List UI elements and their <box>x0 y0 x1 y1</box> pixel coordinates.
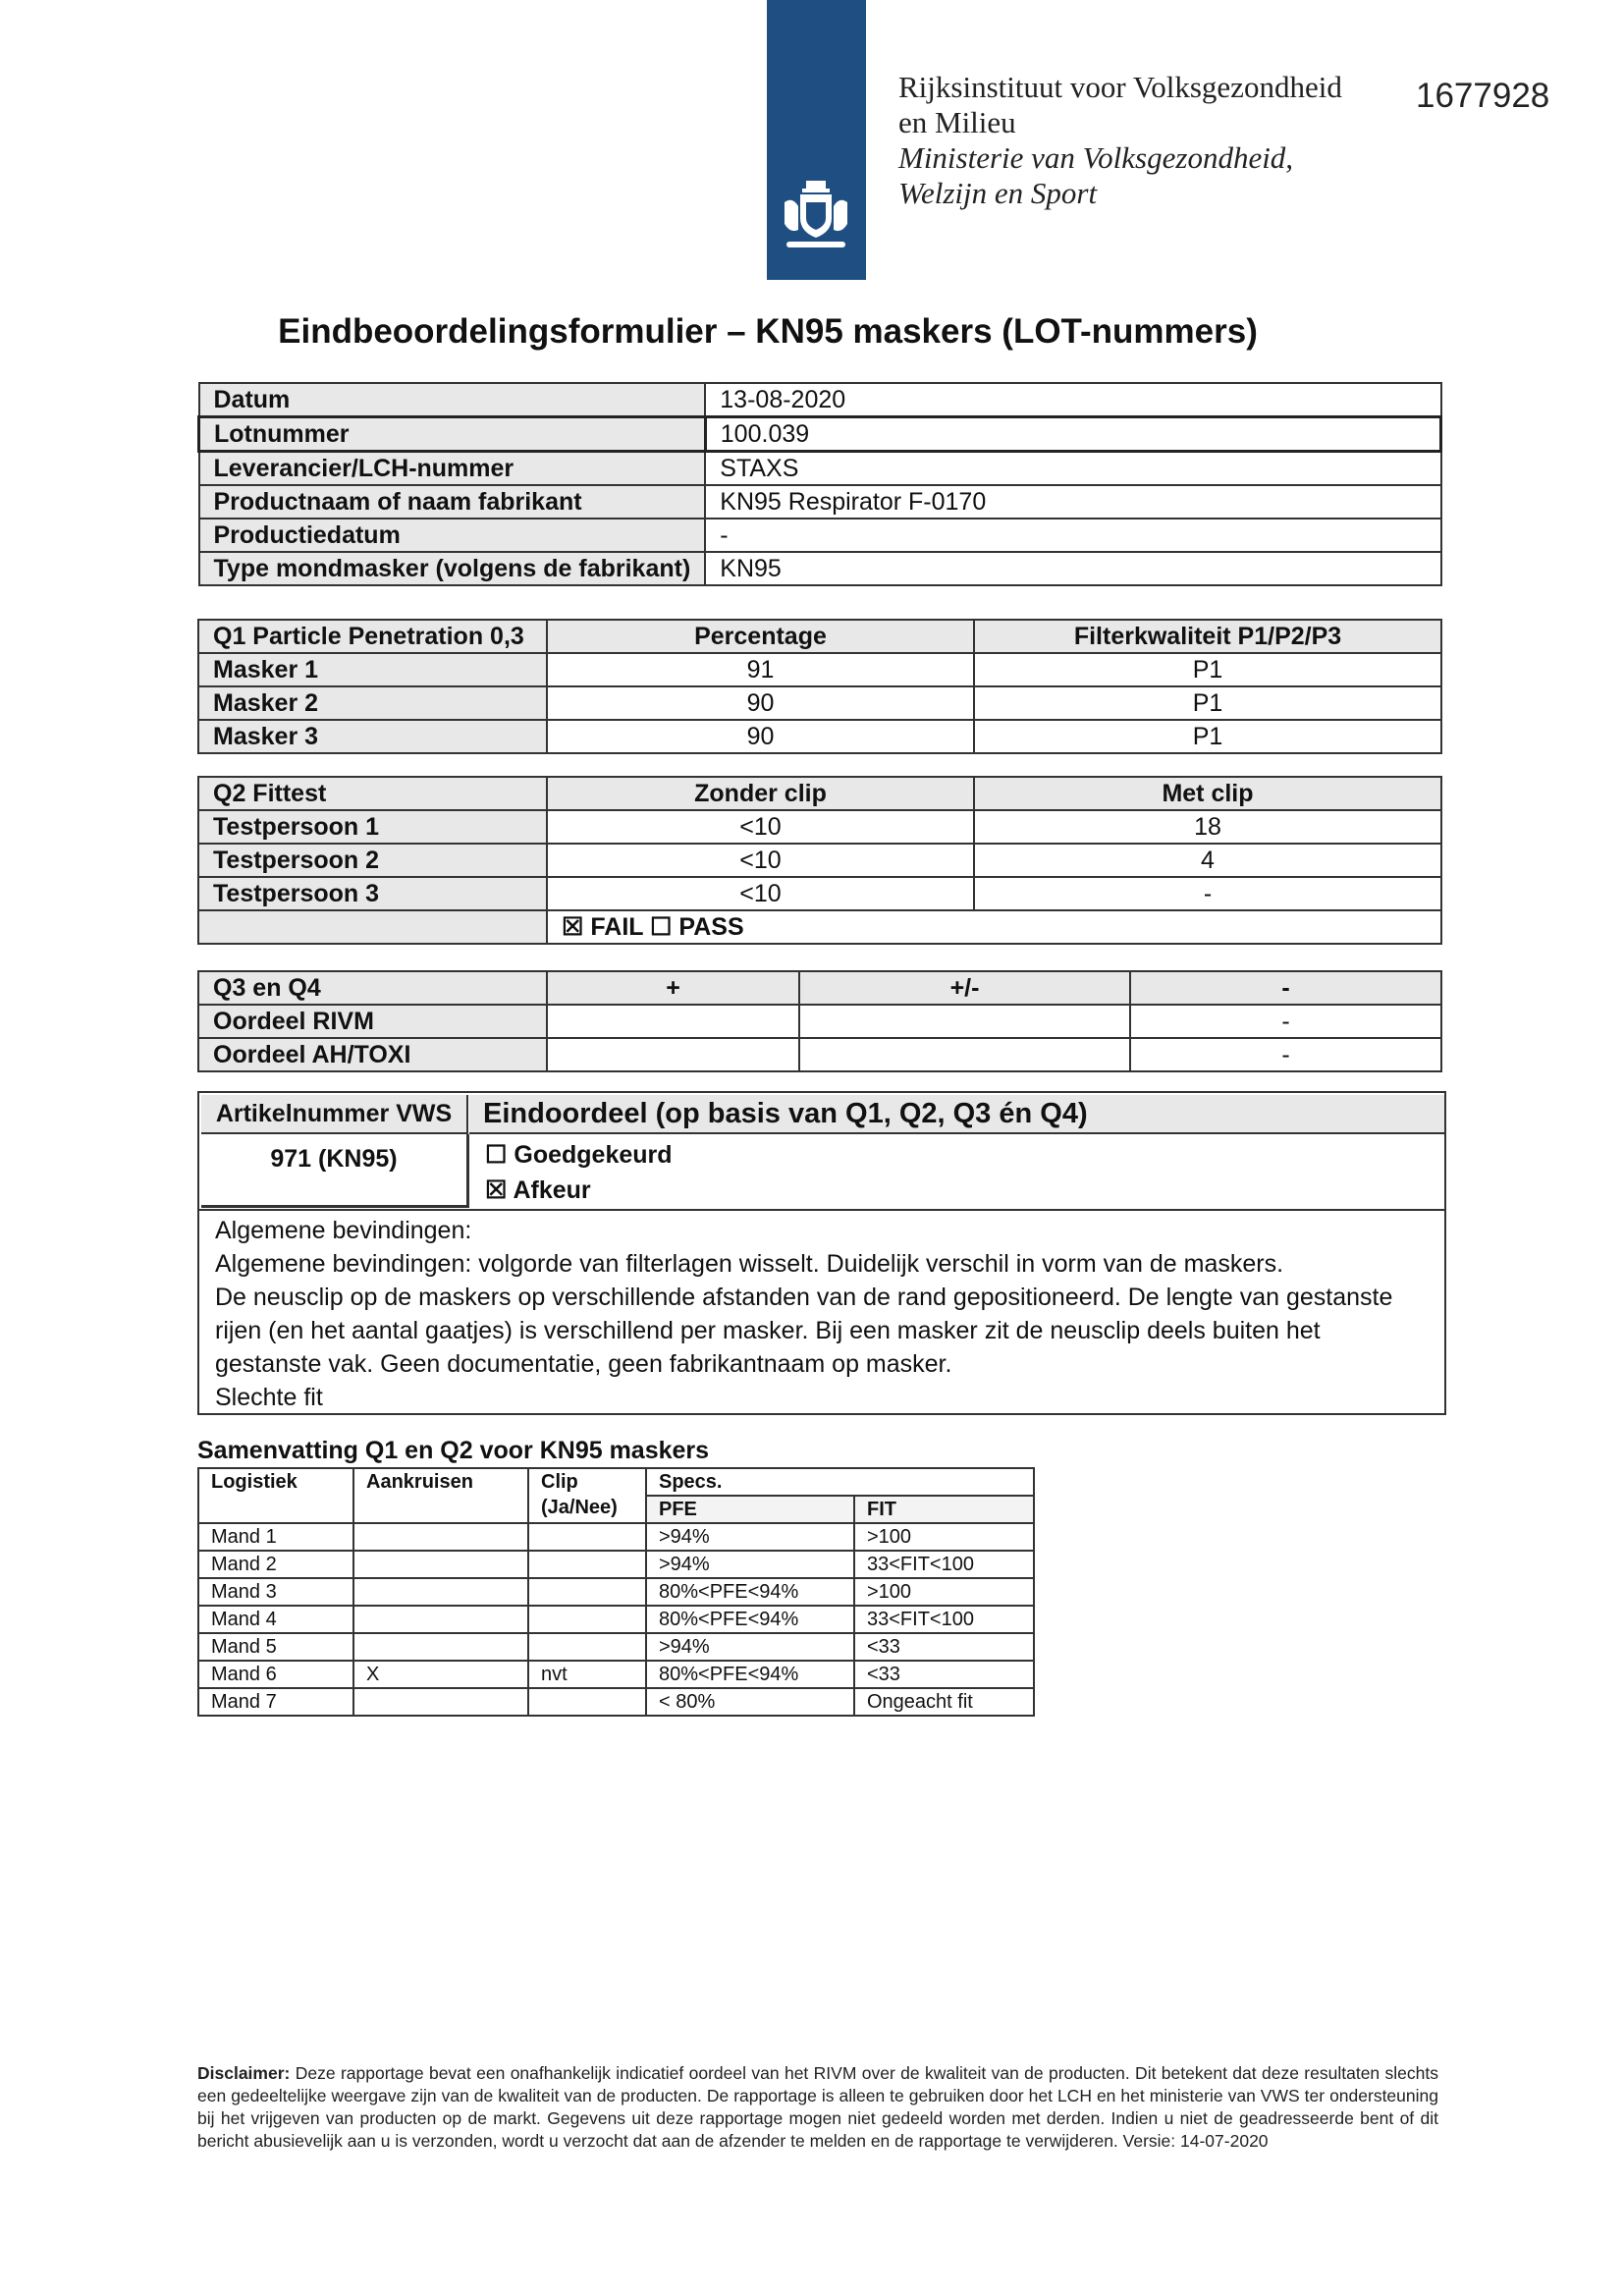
row-label: Masker 2 <box>198 686 547 720</box>
pass-label: PASS <box>678 913 744 941</box>
met-clip-cell: 18 <box>974 810 1441 844</box>
mand-cell: Mand 3 <box>198 1578 353 1606</box>
table-row <box>198 1688 1034 1716</box>
filter-cell: P1 <box>974 653 1441 686</box>
label-leverancier: Leverancier/LCH-nummer <box>199 452 706 486</box>
header-clip: Clip (Ja/Nee) <box>528 1468 646 1523</box>
met-clip-cell: - <box>974 877 1441 910</box>
q2-header-zonder-clip: Zonder clip <box>547 777 974 810</box>
table-row <box>198 1661 1034 1688</box>
clip-cell <box>528 1633 646 1661</box>
minus-cell: - <box>1130 1005 1441 1038</box>
divider <box>199 1209 1444 1211</box>
mand-cell: Mand 1 <box>198 1523 353 1551</box>
minus-cell: - <box>1130 1038 1441 1071</box>
aankruisen-cell <box>353 1633 528 1661</box>
q34-header-title: Q3 en Q4 <box>198 971 547 1005</box>
table-row <box>198 720 1441 753</box>
pfe-cell: 80%<PFE<94% <box>646 1606 854 1633</box>
mand-cell: Mand 2 <box>198 1551 353 1578</box>
pfe-cell: 80%<PFE<94% <box>646 1661 854 1688</box>
institute-line-2: en Milieu <box>898 105 1016 139</box>
disclaimer-label: Disclaimer: <box>197 2063 291 2083</box>
row-label: Testpersoon 3 <box>198 877 547 910</box>
mand-cell: Mand 4 <box>198 1606 353 1633</box>
aankruisen-cell <box>353 1606 528 1633</box>
aankruisen-cell <box>353 1688 528 1716</box>
clip-cell <box>528 1551 646 1578</box>
fit-cell: <33 <box>854 1633 1034 1661</box>
header-specs: Specs. <box>646 1468 1034 1496</box>
empty-label-cell <box>198 910 547 944</box>
plus-cell <box>547 1038 799 1071</box>
rejected-checkbox[interactable]: ☒ <box>485 1176 508 1204</box>
percentage-cell: 90 <box>547 720 974 753</box>
pass-checkbox[interactable]: ☐ <box>650 913 673 941</box>
findings-line: Algemene bevindingen: volgorde van filterlagen wisselt. Duidelijk verschil in vorm van de maskers. <box>215 1250 1284 1278</box>
table-row <box>199 417 1441 452</box>
clip-cell <box>528 1688 646 1716</box>
row-label: Oordeel RIVM <box>198 1005 547 1038</box>
label-productnaam: Productnaam of naam fabrikant <box>199 485 706 519</box>
table-row <box>199 485 1441 519</box>
row-label: Masker 1 <box>198 653 547 686</box>
q1-particle-penetration-table <box>197 619 1442 754</box>
pfe-cell: < 80% <box>646 1688 854 1716</box>
clip-cell <box>528 1523 646 1551</box>
clip-cell <box>528 1578 646 1606</box>
aankruisen-cell <box>353 1523 528 1551</box>
plusminus-cell <box>799 1005 1130 1038</box>
table-row <box>199 452 1441 486</box>
table-row <box>198 1578 1034 1606</box>
fit-cell: 33<FIT<100 <box>854 1606 1034 1633</box>
table-row <box>198 877 1441 910</box>
approved-checkbox[interactable]: ☐ <box>485 1141 508 1169</box>
table-row <box>199 519 1441 552</box>
final-verdict-section <box>197 1091 1446 1415</box>
filter-cell: P1 <box>974 720 1441 753</box>
table-row <box>198 1606 1034 1633</box>
value-productiedatum: - <box>705 519 1440 552</box>
findings-title: Algemene bevindingen: <box>215 1217 472 1244</box>
table-row <box>198 1523 1034 1551</box>
zonder-clip-cell: <10 <box>547 877 974 910</box>
q1-header-title: Q1 Particle Penetration 0,3 <box>198 620 547 653</box>
zonder-clip-cell: <10 <box>547 810 974 844</box>
percentage-cell: 91 <box>547 653 974 686</box>
q3-q4-table <box>197 970 1442 1072</box>
fit-cell: Ongeacht fit <box>854 1688 1034 1716</box>
rijksoverheid-logo <box>767 0 866 280</box>
fit-cell: >100 <box>854 1523 1034 1551</box>
table-header-row <box>198 777 1441 810</box>
pfe-cell: >94% <box>646 1633 854 1661</box>
article-number-value: 971 (KN95) <box>201 1134 469 1208</box>
aankruisen-cell <box>353 1551 528 1578</box>
percentage-cell: 90 <box>547 686 974 720</box>
table-row <box>198 810 1441 844</box>
rejected-option <box>485 1175 591 1205</box>
approved-label: Goedgekeurd <box>514 1141 673 1169</box>
fit-cell: <33 <box>854 1661 1034 1688</box>
table-row <box>199 383 1441 417</box>
value-datum: 13-08-2020 <box>705 383 1440 417</box>
row-label: Testpersoon 2 <box>198 844 547 877</box>
fit-cell: >100 <box>854 1578 1034 1606</box>
rejected-label: Afkeur <box>513 1176 591 1204</box>
value-leverancier: STAXS <box>705 452 1440 486</box>
mand-cell: Mand 5 <box>198 1633 353 1661</box>
q34-header-plus: + <box>547 971 799 1005</box>
value-productnaam: KN95 Respirator F-0170 <box>705 485 1440 519</box>
header-pfe: PFE <box>646 1496 854 1523</box>
table-header-row <box>198 620 1441 653</box>
row-label: Masker 3 <box>198 720 547 753</box>
header-aankruisen: Aankruisen <box>353 1468 528 1523</box>
summary-title: Samenvatting Q1 en Q2 voor KN95 maskers <box>197 1437 710 1464</box>
clip-cell <box>528 1606 646 1633</box>
label-datum: Datum <box>199 383 706 417</box>
ministry-line-2: Welzijn en Sport <box>898 176 1098 210</box>
q2-header-title: Q2 Fittest <box>198 777 547 810</box>
page-title: Eindbeoordelingsformulier – KN95 maskers (LOT-nummers) <box>278 312 1258 351</box>
document-number: 1677928 <box>1416 77 1550 115</box>
fail-label: FAIL <box>590 913 644 941</box>
table-header-row <box>198 971 1441 1005</box>
pfe-cell: >94% <box>646 1551 854 1578</box>
label-type-mondmasker: Type mondmasker (volgens de fabrikant) <box>199 552 706 585</box>
aankruisen-cell: X <box>353 1661 528 1688</box>
findings-line: De neusclip op de maskers op verschillende afstanden van de rand gepositioneerd. De lengte van gestanste rijen (en het aantal gaatjes) is verschillend per masker. Bij een masker zit de neusclip deels buiten het gestanste vak. Geen documentatie, geen fabrikantnaam op masker. <box>215 1284 1393 1378</box>
zonder-clip-cell: <10 <box>547 844 974 877</box>
label-productiedatum: Productiedatum <box>199 519 706 552</box>
general-findings <box>215 1214 1425 1414</box>
product-info-table <box>197 382 1442 586</box>
ministry-line-1: Ministerie van Volksgezondheid, <box>898 140 1294 175</box>
pfe-cell: >94% <box>646 1523 854 1551</box>
value-type-mondmasker: KN95 <box>705 552 1440 585</box>
mand-cell: Mand 7 <box>198 1688 353 1716</box>
final-verdict-header: Eindoordeel (op basis van Q1, Q2, Q3 én Q4) <box>469 1095 1444 1134</box>
mand-cell: Mand 6 <box>198 1661 353 1688</box>
table-row <box>198 653 1441 686</box>
disclaimer <box>197 2062 1438 2153</box>
table-row <box>198 910 1441 944</box>
q2-fittest-table <box>197 776 1442 945</box>
royal-crest-icon <box>777 177 855 255</box>
findings-line: Slechte fit <box>215 1384 323 1411</box>
filter-cell: P1 <box>974 686 1441 720</box>
label-lotnummer: Lotnummer <box>199 417 706 452</box>
table-row <box>199 552 1441 585</box>
approved-option <box>485 1140 673 1170</box>
fit-cell: 33<FIT<100 <box>854 1551 1034 1578</box>
met-clip-cell: 4 <box>974 844 1441 877</box>
disclaimer-text: Deze rapportage bevat een onafhankelijk indicatief oordeel van het RIVM over de kwaliteit van de producten. Dit betekent dat deze resultaten slechts een gedeeltelijke weergave zijn van de kwaliteit van de producten. De rapportage is alleen te gebruiken door het LCH en het ministerie van VWS ter ondersteuning bij het vrijgeven van producten op de markt. Gegevens uit deze rapportage mogen niet gedeeld worden met derden. Indien u niet de geadresseerde bent of dit bericht abusievelijk aan u is verzonden, wordt u verzocht dat aan de afzender te melden en de rapportage te verwijderen. Versie: 14-07-2020 <box>197 2063 1438 2151</box>
q2-header-met-clip: Met clip <box>974 777 1441 810</box>
clip-cell: nvt <box>528 1661 646 1688</box>
plus-cell <box>547 1005 799 1038</box>
institute-line-1: Rijksinstituut voor Volksgezondheid <box>898 70 1342 104</box>
table-row <box>198 686 1441 720</box>
row-label: Testpersoon 1 <box>198 810 547 844</box>
table-row <box>198 1005 1441 1038</box>
q1-header-percentage: Percentage <box>547 620 974 653</box>
q34-header-minus: - <box>1130 971 1441 1005</box>
table-row <box>198 1633 1034 1661</box>
table-header-row <box>198 1468 1034 1496</box>
row-label: Oordeel AH/TOXI <box>198 1038 547 1071</box>
q34-header-plusminus: +/- <box>799 971 1130 1005</box>
summary-table <box>197 1467 1035 1717</box>
aankruisen-cell <box>353 1578 528 1606</box>
value-lotnummer: 100.039 <box>705 417 1440 452</box>
table-row <box>198 1551 1034 1578</box>
table-row <box>198 1038 1441 1071</box>
fail-pass-cell <box>547 910 1441 944</box>
q1-header-filterkwaliteit: Filterkwaliteit P1/P2/P3 <box>974 620 1441 653</box>
institute-name <box>898 70 1342 211</box>
header-fit: FIT <box>854 1496 1034 1523</box>
header-logistiek: Logistiek <box>198 1468 353 1523</box>
fail-checkbox[interactable]: ☒ <box>562 913 584 941</box>
plusminus-cell <box>799 1038 1130 1071</box>
article-number-header: Artikelnummer VWS <box>201 1095 468 1134</box>
table-row <box>198 844 1441 877</box>
pfe-cell: 80%<PFE<94% <box>646 1578 854 1606</box>
